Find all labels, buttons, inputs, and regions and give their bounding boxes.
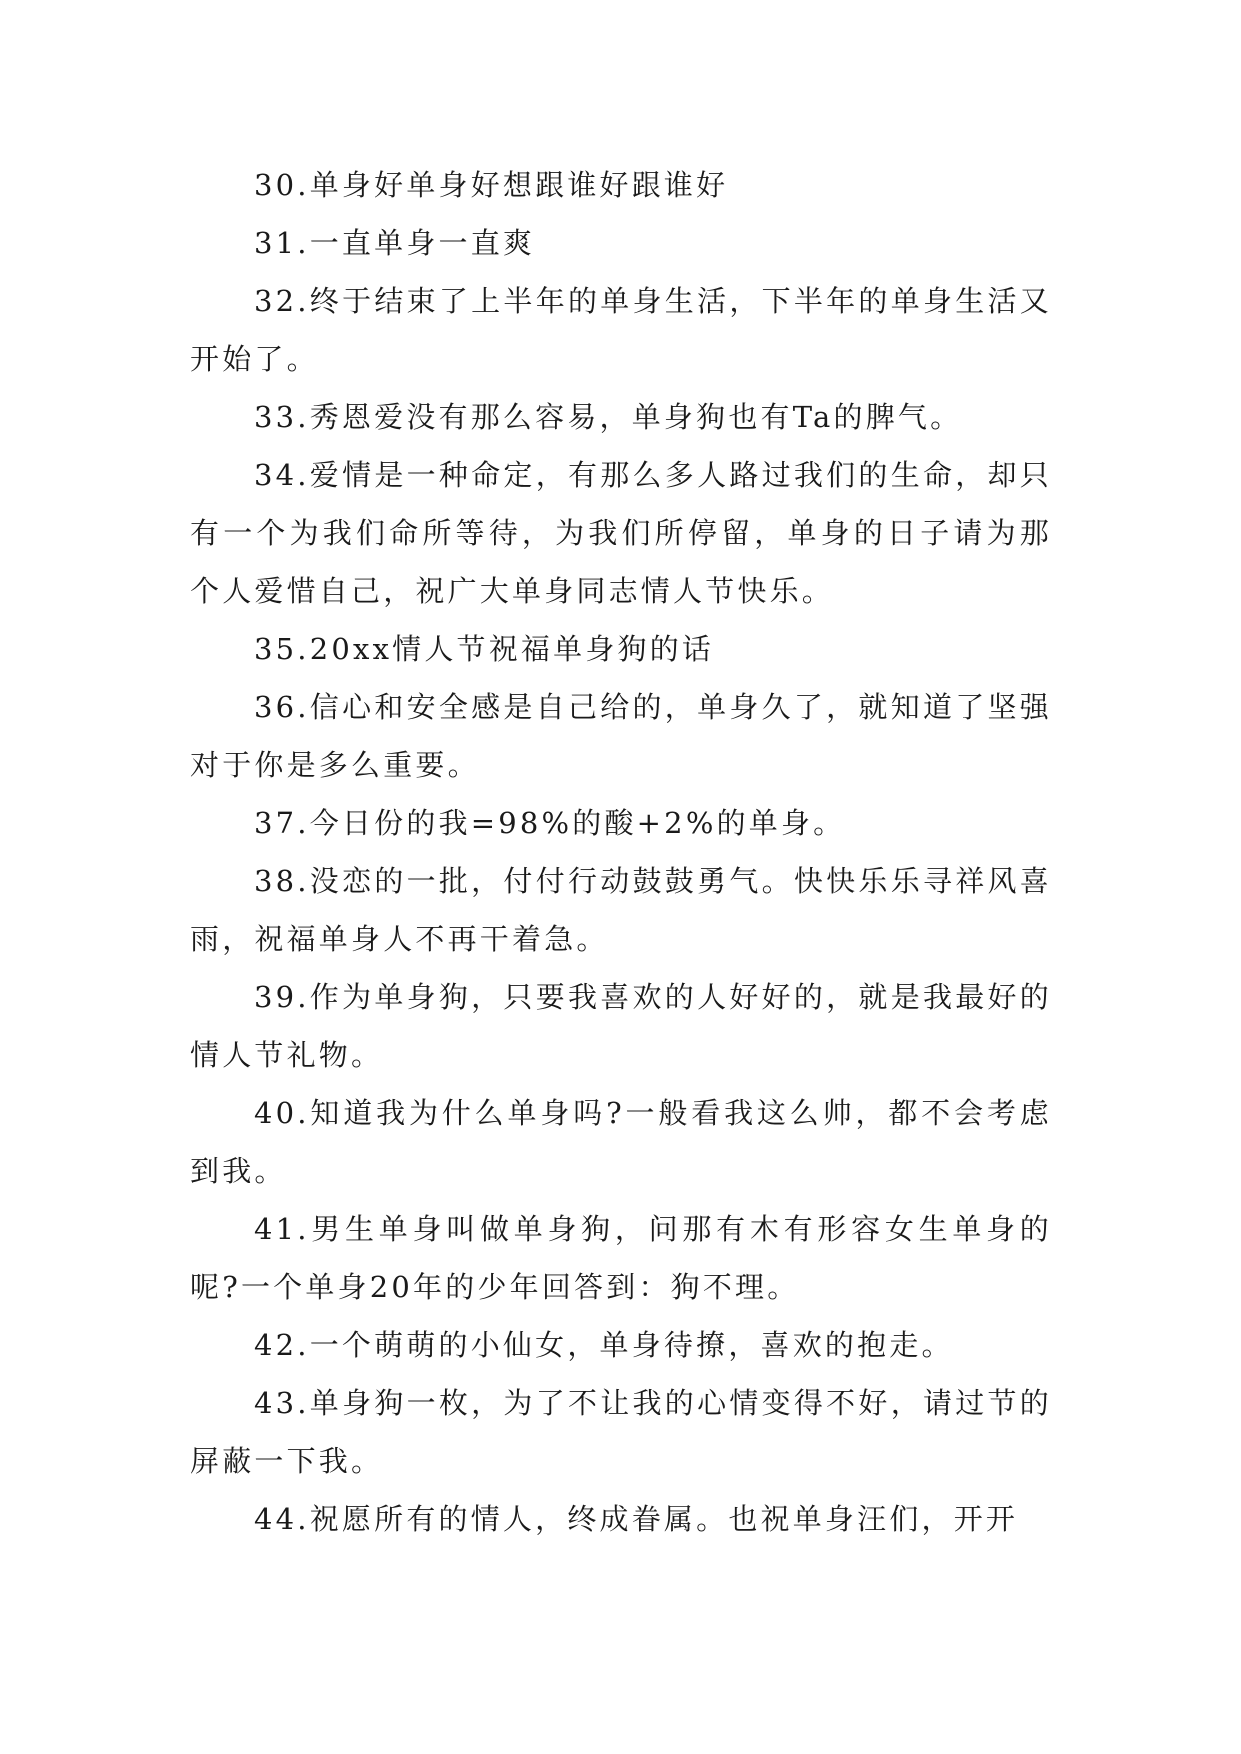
- paragraph-42: 42.一个萌萌的小仙女，单身待撩，喜欢的抱走。: [254, 1328, 954, 1362]
- paragraph-43: 43.单身狗一枚，为了不让我的心情变得不好，请过节的屏蔽一下我。: [190, 1386, 1052, 1478]
- paragraph-32: 32.终于结束了上半年的单身生活，下半年的单身生活又开始了。: [190, 284, 1052, 376]
- paragraph-40: 40.知道我为什么单身吗?一般看我这么帅，都不会考虑到我。: [190, 1096, 1052, 1188]
- paragraph-33: 33.秀恩爱没有那么容易，单身狗也有Ta的脾气。: [254, 400, 963, 434]
- paragraph-34: 34.爱情是一种命定，有那么多人路过我们的生命，却只有一个为我们命所等待，为我们所停留，单身的日子请为那个人爱惜自己，祝广大单身同志情人节快乐。: [190, 458, 1052, 608]
- paragraph-39: 39.作为单身狗，只要我喜欢的人好好的，就是我最好的情人节礼物。: [190, 980, 1052, 1072]
- paragraph-30: 30.单身好单身好想跟谁好跟谁好: [254, 168, 729, 202]
- document-body: [190, 156, 1052, 1548]
- paragraph-31: 31.一直单身一直爽: [254, 226, 536, 260]
- paragraph-38: 38.没恋的一批，付付行动鼓鼓勇气。快快乐乐寻祥风喜雨，祝福单身人不再干着急。: [190, 864, 1052, 956]
- paragraph-41: 41.男生单身叫做单身狗，问那有木有形容女生单身的呢?一个单身20年的少年回答到：狗不理。: [190, 1212, 1052, 1304]
- paragraph-36: 36.信心和安全感是自己给的，单身久了，就知道了坚强对于你是多么重要。: [190, 690, 1052, 782]
- paragraph-44: 44.祝愿所有的情人，终成眷属。也祝单身汪们，开开: [254, 1502, 1019, 1536]
- paragraph-35: 35.20xx情人节祝福单身狗的话: [254, 632, 715, 666]
- paragraph-37: 37.今日份的我=98%的酸+2%的单身。: [254, 806, 846, 840]
